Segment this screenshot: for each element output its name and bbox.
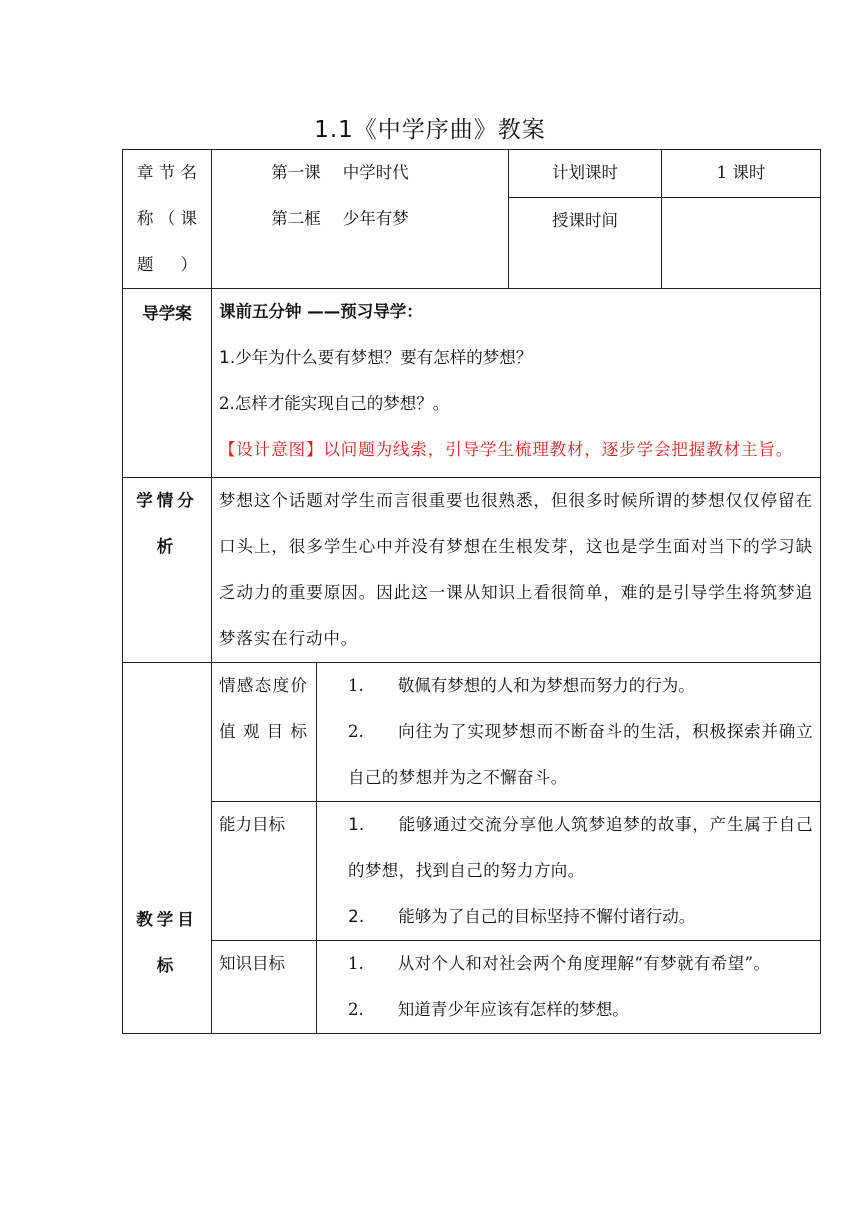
knowledge-goal-item-2: [324, 987, 813, 1033]
ability-goal-label: 能力目标: [212, 802, 317, 941]
knowledge-goal-items: [317, 941, 821, 1034]
lesson-plan-table: [122, 149, 821, 1034]
guide-question-1-number: 1.: [219, 348, 236, 368]
analysis-text: 梦想这个话题对学生而言很重要也很熟悉，但很多时候所谓的梦想仅仅停留在口头上，很多学生心中并没有梦想在生根发芽，这也是学生面对当下的学习缺乏动力的重要原因。因此这一课从知识上看很简单，难的是引导学生将筑梦追梦落实在行动中。: [212, 478, 821, 663]
lesson-number-1: 第一课: [271, 163, 321, 182]
guide-label: 导学案: [123, 289, 212, 478]
ability-goal-item-1: [324, 802, 813, 894]
goals-label-cell: [123, 663, 212, 1034]
knowledge-goal-item-1-number: 1.: [348, 954, 364, 973]
emotion-goal-label-cell: [212, 663, 317, 802]
emotion-goal-item-2-text: 向往为了实现梦想而不断奋斗的生活，积极探索并确立自己的梦想并为之不懈奋斗。: [348, 722, 813, 787]
emotion-goal-item-1-text: 敬佩有梦想的人和为梦想而努力的行为。: [397, 676, 695, 695]
analysis-label: 学情分析: [136, 491, 198, 556]
knowledge-goal-label: 知识目标: [212, 941, 317, 1034]
lesson-name-1: 中学时代: [342, 163, 409, 182]
ability-goal-items: [317, 802, 821, 941]
design-intent: 【设计意图】以问题为线索，引导学生梳理教材，逐步学会把握教材主旨。: [219, 440, 794, 459]
lesson-title-cell: [212, 150, 509, 289]
knowledge-goal-item-2-number: 2.: [348, 1000, 364, 1019]
guide-question-2: 2.怎样才能实现自己的梦想？。: [219, 394, 450, 413]
chapter-label-cell: [123, 150, 212, 289]
chapter-label: 章节名称（课题）: [137, 163, 197, 274]
lesson-number-2: 第二框: [271, 209, 321, 228]
knowledge-goal-item-1-text: 从对个人和对社会两个角度理解“有梦就有希望”。: [397, 954, 771, 973]
ability-goal-item-2-text: 能够为了自己的目标坚持不懈付诸行动。: [398, 907, 696, 926]
guide-heading: 课前五分钟 ——预习导学：: [219, 302, 423, 321]
emotion-goal-item-1: [324, 663, 813, 709]
guide-question-1: [219, 335, 813, 381]
plan-hours-label: 计划课时: [509, 150, 662, 198]
goals-label: 教学目标: [136, 910, 198, 975]
lesson-line-1: [219, 150, 501, 196]
guide-question-1-text: 少年为什么要有梦想？要有怎样的梦想？: [235, 348, 533, 367]
ability-goal-item-2-number: 2.: [348, 907, 365, 927]
lesson-name-2: 少年有梦: [342, 209, 409, 228]
emotion-goal-items: [317, 663, 821, 802]
guide-content: [212, 289, 821, 478]
emotion-goal-item-2-number: 2.: [348, 722, 364, 741]
knowledge-goal-item-1: [324, 941, 813, 987]
teach-time-label: 授课时间: [509, 197, 662, 288]
emotion-goal-item-1-number: 1.: [348, 676, 364, 695]
emotion-goal-label: 情感态度价值观目标: [219, 676, 307, 741]
document-title: 1.1《中学序曲》教案: [314, 117, 546, 143]
knowledge-goal-item-2-text: 知道青少年应该有怎样的梦想。: [397, 1000, 629, 1019]
plan-hours-value: 1 课时: [662, 150, 821, 198]
ability-goal-item-2: [324, 894, 813, 940]
ability-goal-item-1-text: 能够通过交流分享他人筑梦追梦的故事，产生属于自己的梦想，找到自己的努力方向。: [348, 815, 813, 880]
lesson-line-2: [219, 196, 501, 242]
teach-time-value: [662, 197, 821, 288]
ability-goal-item-1-number: 1.: [348, 815, 365, 835]
analysis-label-cell: [123, 478, 212, 663]
emotion-goal-item-2: [324, 709, 813, 801]
